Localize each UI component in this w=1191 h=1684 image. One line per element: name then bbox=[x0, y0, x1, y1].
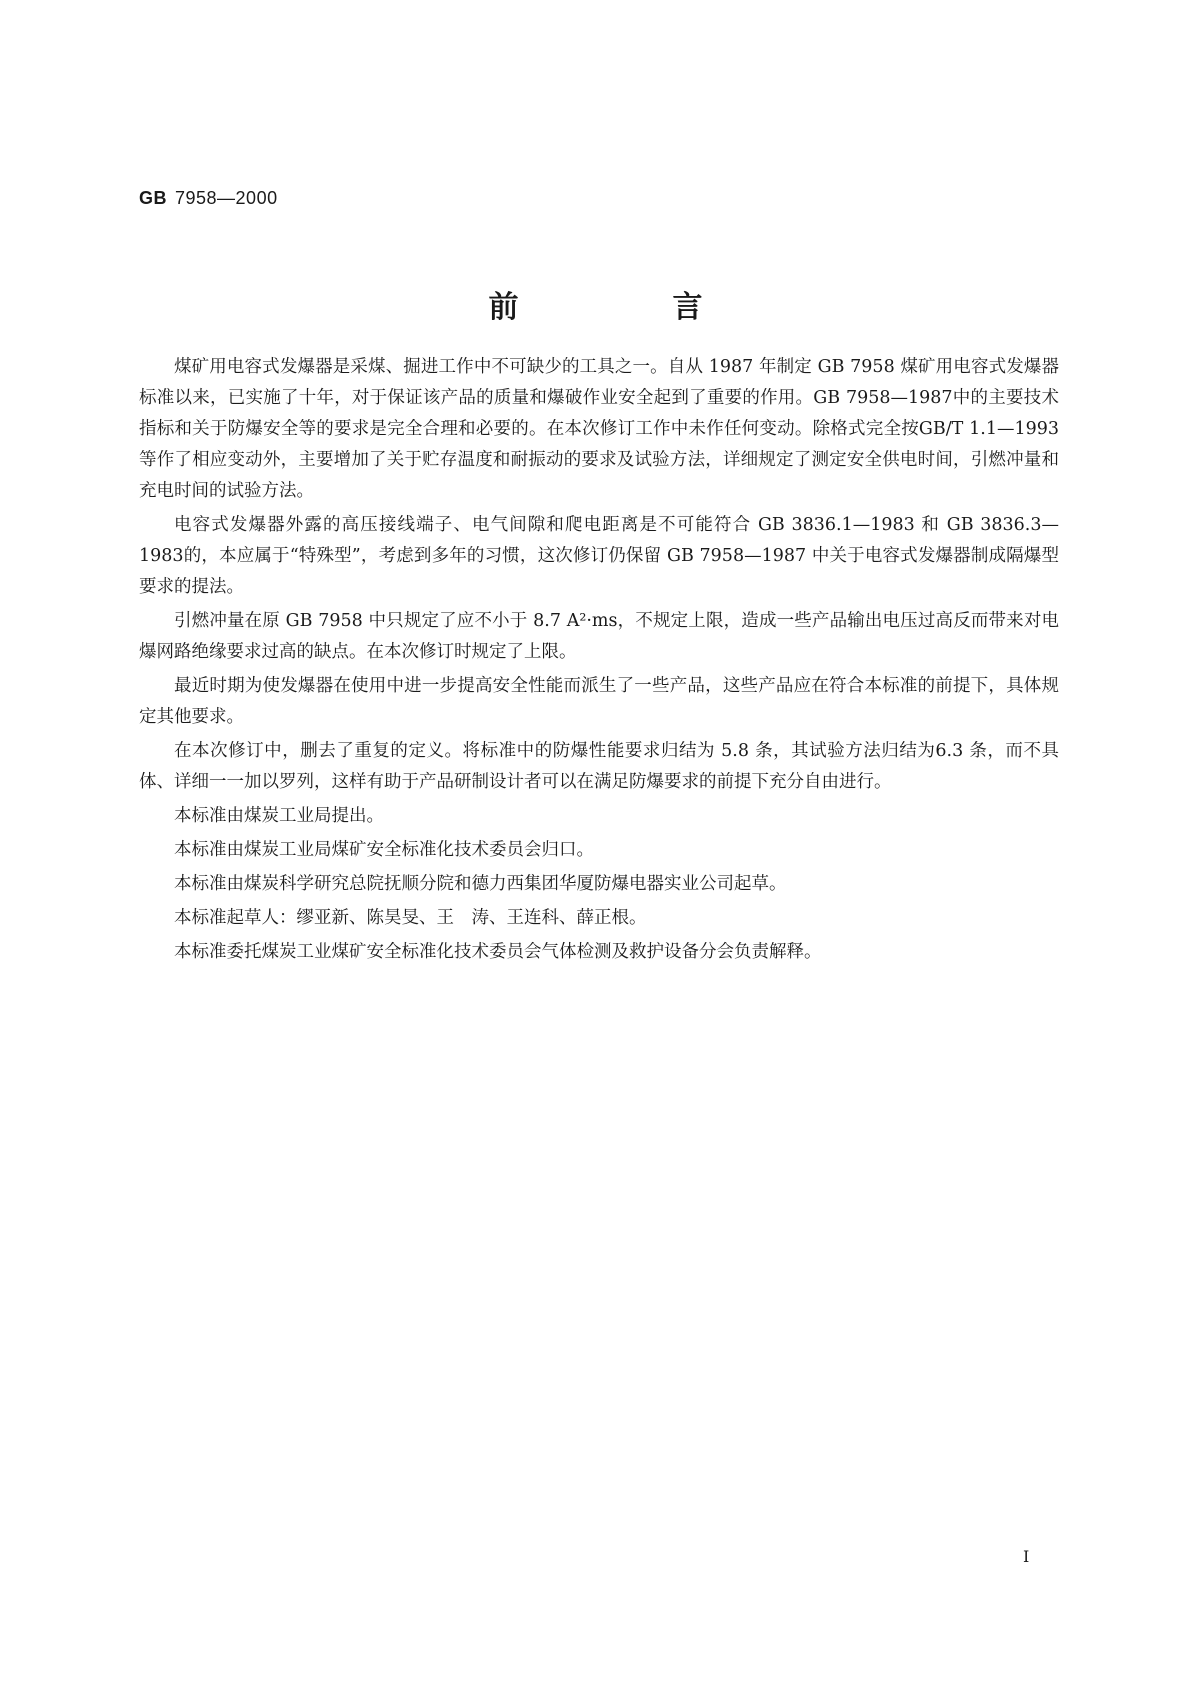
paragraph: 本标准委托煤炭工业煤矿安全标准化技术委员会气体检测及救护设备分会负责解释。 bbox=[174, 942, 822, 962]
standard-code bbox=[139, 188, 278, 209]
paragraph: 煤矿用电容式发爆器是采煤、掘进工作中不可缺少的工具之一。自从 1987 年制定 GB 7958 煤矿用电容式发爆器标准以来，已实施了十年，对于保证该产品的质量和爆破作业安全起到了重要的作用。GB 7958—1987中的主要技术指标和关于防爆安全等的要求是完全合理和必要的。在本次修订工作中未作任何变动。除格式完全按GB/T 1.1—1993 等作了相应变动外，主要增加了关于贮存温度和耐振动的要求及试验方法，详细规定了测定安全供电时间，引燃冲量和充电时间的试验方法。 bbox=[139, 357, 1059, 501]
paragraph: 本标准起草人：缪亚新、陈昊旻、王 涛、王连科、薛正根。 bbox=[174, 908, 647, 928]
paragraph: 本标准由煤炭科学研究总院抚顺分院和德力西集团华厦防爆电器实业公司起草。 bbox=[174, 874, 787, 894]
standard-number: 7958—2000 bbox=[175, 188, 278, 208]
paragraph: 引燃冲量在原 GB 7958 中只规定了应不小于 8.7 A²·ms，不规定上限，造成一些产品输出电压过高反而带来对电爆网路绝缘要求过高的缺点。在本次修订时规定了上限。 bbox=[139, 611, 1059, 662]
page-number: I bbox=[1023, 1547, 1030, 1566]
foreword-body bbox=[139, 352, 1059, 968]
paragraph: 电容式发爆器外露的高压接线端子、电气间隙和爬电距离是不可能符合 GB 3836.1—1983 和 GB 3836.3—1983的，本应属于“特殊型”，考虑到多年的习惯，这次修订仍保留 GB 7958—1987 中关于电容式发爆器制成隔爆型要求的提法。 bbox=[139, 515, 1059, 597]
paragraph: 本标准由煤炭工业局提出。 bbox=[174, 806, 384, 826]
paragraph: 在本次修订中，删去了重复的定义。将标准中的防爆性能要求归结为 5.8 条，其试验方法归结为6.3 条，而不具体、详细一一加以罗列，这样有助于产品研制设计者可以在满足防爆要求的前提下充分自由进行。 bbox=[139, 741, 1059, 792]
paragraph: 最近时期为使发爆器在使用中进一步提高安全性能而派生了一些产品，这些产品应在符合本标准的前提下，具体规定其他要求。 bbox=[139, 676, 1059, 727]
paragraph: 本标准由煤炭工业局煤矿安全标准化技术委员会归口。 bbox=[174, 840, 594, 860]
standard-prefix: GB bbox=[139, 188, 167, 208]
page-title: 前 言 bbox=[488, 290, 765, 325]
